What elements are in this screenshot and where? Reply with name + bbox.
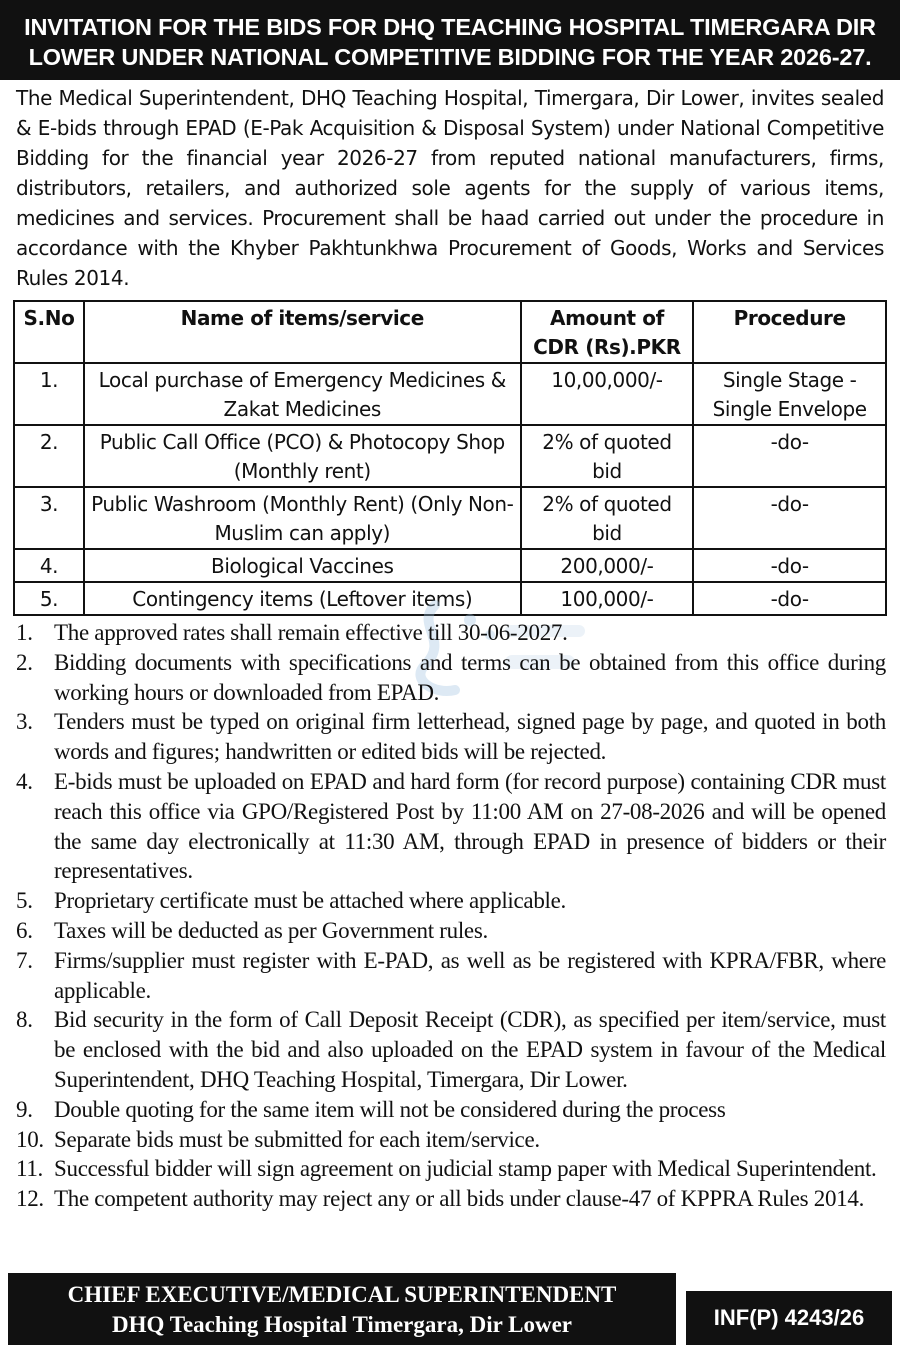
term-number: 5. — [16, 888, 33, 914]
table-row — [14, 582, 886, 615]
list-item — [16, 916, 886, 946]
list-item — [16, 1184, 886, 1214]
list-item — [16, 618, 886, 648]
list-item — [16, 1125, 886, 1155]
cell-sno: 3. — [14, 487, 84, 549]
header-procedure: Procedure — [693, 301, 886, 363]
terms-list — [16, 618, 886, 1214]
cell-amount: 10,00,000/- — [521, 363, 694, 425]
cell-amount: 100,000/- — [521, 582, 694, 615]
cell-procedure: Single Stage - Single Envelope — [693, 363, 886, 425]
cell-procedure: -do- — [693, 549, 886, 582]
term-number: 11. — [16, 1156, 43, 1182]
signatory-office: DHQ Teaching Hospital Timergara, Dir Lower — [111, 1312, 572, 1337]
header-amount: Amount of CDR (Rs).PKR — [521, 301, 694, 363]
signatory-title: CHIEF EXECUTIVE/MEDICAL SUPERINTENDENT — [67, 1282, 617, 1307]
notice-title-line-1: INVITATION FOR THE BIDS FOR DHQ TEACHING HOSPITAL TIMERGARA DIR — [24, 14, 876, 40]
list-item — [16, 707, 886, 767]
list-item — [16, 886, 886, 916]
term-text: Successful bidder will sign agreement on judicial stamp paper with Medical Superintendent. — [54, 1156, 877, 1182]
term-number: 12. — [16, 1186, 44, 1212]
cell-sno: 1. — [14, 363, 84, 425]
cell-amount: 2% of quoted bid — [521, 425, 694, 487]
cell-name: Local purchase of Emergency Medicines & Zakat Medicines — [84, 363, 521, 425]
list-item — [16, 1154, 886, 1184]
list-item — [16, 1005, 886, 1094]
term-number: 2. — [16, 649, 33, 675]
notice-title-line-2: LOWER UNDER NATIONAL COMPETITIVE BIDDING FOR THE YEAR 2026-27. — [28, 44, 872, 70]
term-number: 3. — [16, 709, 33, 735]
cell-name: Contingency items (Leftover items) — [84, 582, 521, 615]
signatory-block — [8, 1273, 676, 1345]
cell-procedure: -do- — [693, 425, 886, 487]
reference-number: INF(P) 4243/26 — [686, 1291, 892, 1345]
term-text: Proprietary certificate must be attached where applicable. — [54, 888, 566, 914]
cell-name: Public Washroom (Monthly Rent) (Only Non-Muslim can apply) — [84, 487, 521, 549]
cell-amount: 2% of quoted bid — [521, 487, 694, 549]
term-text: E-bids must be uploaded on EPAD and hard form (for record purpose) containing CDR must reach this office via GPO/Registered Post by 11:00 AM on 27-08-2026 and will be opened the same day electronically at 11:30 AM, through EPAD in presence of bidders or their representatives. — [54, 768, 886, 884]
term-number: 10. — [16, 1126, 44, 1152]
header-name: Name of items/service — [84, 301, 521, 363]
term-number: 8. — [16, 1007, 33, 1033]
term-text: Double quoting for the same item will not be considered during the process — [54, 1096, 726, 1122]
term-text: The approved rates shall remain effective till 30-06-2027. — [54, 620, 568, 645]
header-sno: S.No — [14, 301, 84, 363]
list-item — [16, 946, 886, 1006]
cell-sno: 4. — [14, 549, 84, 582]
list-item — [16, 648, 886, 708]
term-number: 7. — [16, 947, 33, 973]
term-text: Tenders must be typed on original firm letterhead, signed page by page, and quoted in both words and figures; handwritten or edited bids will be rejected. — [54, 709, 886, 765]
cell-sno: 2. — [14, 425, 84, 487]
term-text: Firms/supplier must register with E-PAD, as well as be registered with KPRA/FBR, where applicable. — [54, 947, 886, 1003]
term-number: 6. — [16, 917, 33, 943]
table-row — [14, 425, 886, 487]
intro-paragraph: The Medical Superintendent, DHQ Teaching Hospital, Timergara, Dir Lower, invites sealed & E-bids through EPAD (E-Pak Acquisition & Disposal System) under National Competitive Bidding for the financial year 2026-27 from reputed national manufacturers, firms, distributors, retailers, and authorized sole agents for the supply of various items, medicines and services. Procurement shall be haad carried out under the procedure in accordance with the Khyber Pakhtunkhwa Procurement of Goods, Works and Services Rules 2014. — [16, 86, 884, 290]
table-row — [14, 487, 886, 549]
notice-title-bar — [0, 0, 900, 80]
term-number: 1. — [16, 620, 33, 645]
term-text: The competent authority may reject any or all bids under clause-47 of KPPRA Rules 2014. — [54, 1186, 865, 1212]
term-number: 9. — [16, 1096, 33, 1122]
cell-name: Public Call Office (PCO) & Photocopy Shop (Monthly rent) — [84, 425, 521, 487]
list-item — [16, 767, 886, 886]
term-text: Taxes will be deducted as per Government rules. — [54, 917, 488, 943]
term-number: 4. — [16, 768, 33, 794]
list-item — [16, 1095, 886, 1125]
cell-sno: 5. — [14, 582, 84, 615]
cell-procedure: -do- — [693, 487, 886, 549]
bids-table — [13, 300, 887, 616]
cell-name: Biological Vaccines — [84, 549, 521, 582]
table-row — [14, 363, 886, 425]
table-header-row — [14, 301, 886, 363]
term-text: Bid security in the form of Call Deposit Receipt (CDR), as specified per item/service, must be enclosed with the bid and also uploaded on the EPAD system in favour of the Medical Superintendent, DHQ Teaching Hospital, Timergara, Dir Lower. — [54, 1007, 886, 1092]
table-row — [14, 549, 886, 582]
term-text: Separate bids must be submitted for each item/service. — [54, 1126, 540, 1152]
cell-procedure: -do- — [693, 582, 886, 615]
term-text: Bidding documents with specifications and terms can be obtained from this office during working hours or downloaded from EPAD. — [54, 649, 886, 705]
cell-amount: 200,000/- — [521, 549, 694, 582]
